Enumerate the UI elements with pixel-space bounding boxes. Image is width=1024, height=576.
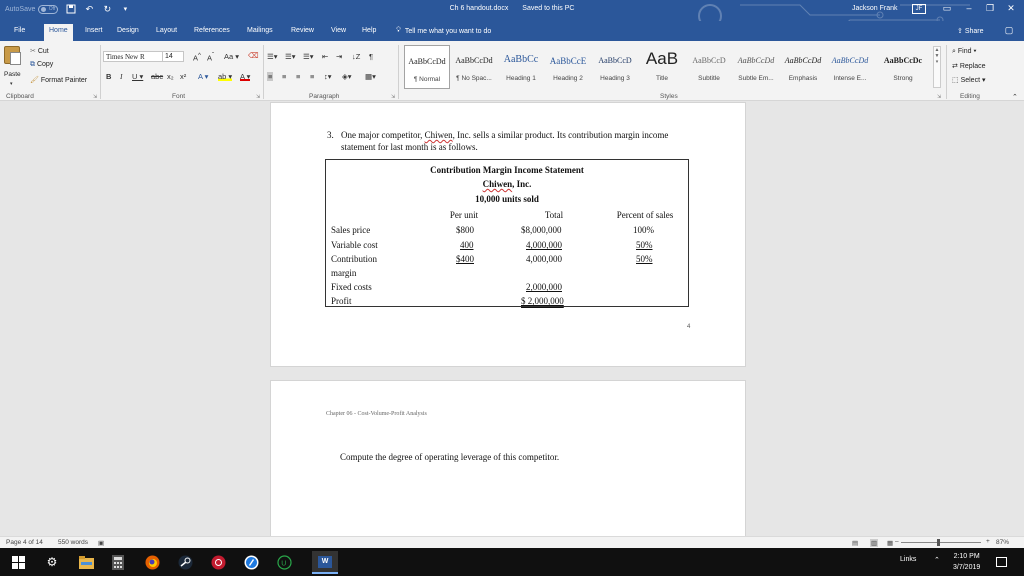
table-company: [326, 179, 688, 189]
style-heading-2[interactable]: [545, 45, 591, 89]
paste-icon[interactable]: [4, 46, 20, 64]
word-taskbar-button[interactable]: [312, 551, 338, 574]
links-toolbar[interactable]: Links: [900, 556, 917, 563]
tab-design[interactable]: Design: [117, 27, 139, 34]
row-label-cont: margin: [331, 268, 357, 278]
question-text-a: One major competitor,: [341, 130, 425, 140]
borders-icon[interactable]: ▦▾: [365, 72, 376, 81]
table-units: 10,000 units sold: [475, 194, 539, 204]
styles-gallery: [404, 45, 944, 89]
tab-insert[interactable]: Insert: [85, 27, 103, 34]
replace-label: Replace: [959, 63, 986, 70]
title-bar: [0, 0, 1024, 21]
row-total: $8,000,000: [521, 225, 562, 235]
style-name: Subtle Em...: [738, 75, 774, 82]
tell-me-text: Tell me what you want to do: [404, 27, 492, 35]
app-red-icon[interactable]: [210, 554, 226, 570]
style-preview: AaBbCcD: [598, 56, 632, 65]
shading-icon[interactable]: ◈▾: [342, 72, 352, 81]
tab-review[interactable]: Review: [291, 27, 314, 34]
row-percent: 50%: [636, 254, 653, 264]
lightbulb-icon: 💡︎: [396, 27, 401, 34]
style-emphasis[interactable]: [780, 45, 826, 89]
align-center-icon[interactable]: ≡: [282, 72, 287, 81]
font-size-box[interactable]: 14: [162, 51, 184, 62]
tab-home[interactable]: Home: [44, 24, 73, 41]
style-name: ¶ No Spac...: [456, 75, 492, 82]
style-preview: AaBbCcDd: [737, 56, 775, 65]
style-heading-1[interactable]: [498, 45, 544, 89]
print-layout-icon[interactable]: ▥: [871, 540, 878, 547]
style-name: Heading 1: [506, 75, 536, 82]
chapter-header: Chapter 06 - Cost-Volume-Profit Analysis: [326, 411, 427, 417]
tab-layout[interactable]: Layout: [156, 27, 178, 34]
tray-chevron-icon[interactable]: ⌃: [934, 557, 940, 564]
styles-launcher-icon[interactable]: ⇲: [937, 94, 942, 100]
col-header-total: Total: [544, 210, 564, 220]
document-name: Ch 6 handout.docx: [449, 5, 509, 12]
zoom-level[interactable]: 87%: [996, 539, 1010, 546]
align-right-icon[interactable]: ≡: [296, 72, 301, 81]
restore-icon[interactable]: ❐: [985, 3, 995, 13]
web-layout-icon[interactable]: ▦: [887, 540, 894, 547]
row-percent: 100%: [633, 225, 654, 235]
find-label: Find: [957, 48, 972, 55]
style-preview: AaBbCcDd: [784, 56, 822, 65]
style-strong[interactable]: [874, 45, 932, 89]
row-percent: 50%: [636, 240, 653, 250]
steam-icon[interactable]: [177, 554, 193, 570]
underline-icon[interactable]: U ▾: [132, 72, 144, 81]
tab-view[interactable]: View: [331, 27, 347, 34]
copy-label: Copy: [36, 61, 54, 68]
styles-scroll[interactable]: ▲ ▼ ▾: [933, 46, 941, 88]
style-no-spacing[interactable]: [451, 45, 497, 89]
share-icon: ⇪: [957, 28, 965, 35]
style-preview: AaB: [645, 49, 679, 68]
zoom-out-icon[interactable]: –: [895, 538, 899, 545]
undo-icon[interactable]: ↶: [85, 3, 94, 14]
group-divider: [398, 45, 399, 99]
row-total: $ 2,000,000: [521, 296, 564, 306]
tell-me-box[interactable]: [396, 27, 491, 35]
copy-button[interactable]: [30, 61, 53, 69]
row-label: Sales price: [331, 225, 371, 235]
firefox-icon[interactable]: [144, 554, 160, 570]
style-subtle-emphasis[interactable]: [733, 45, 779, 89]
highlight-icon[interactable]: ab ▾: [218, 72, 233, 81]
app-blue-icon[interactable]: [243, 554, 259, 570]
row-per-unit: $400: [456, 254, 474, 264]
replace-icon: ⇄: [952, 63, 960, 70]
save-status: Saved to this PC: [522, 5, 575, 12]
style-preview: AaBbCc: [503, 54, 539, 65]
style-name: Emphasis: [788, 75, 818, 82]
svg-text:U: U: [280, 560, 286, 567]
row-label: Profit: [331, 296, 352, 306]
style-name: Title: [655, 75, 669, 82]
font-group-label: Font: [172, 93, 186, 100]
tab-help[interactable]: Help: [362, 27, 377, 34]
zoom-slider[interactable]: [901, 542, 981, 543]
autosave-label: AutoSave: [5, 5, 36, 13]
page-number: 4: [687, 324, 691, 330]
clear-formatting-icon[interactable]: ⌫: [248, 51, 259, 60]
question-text-b: , Inc. sells a similar product. Its contribution margin income statement for last month is as follows.: [341, 130, 669, 152]
contribution-margin-table[interactable]: [325, 159, 689, 307]
show-marks-icon[interactable]: ¶: [369, 52, 374, 61]
shrink-font-icon[interactable]: $A^ˇ$: [207, 52, 215, 63]
row-per-unit: 400: [460, 240, 474, 250]
format-painter-label: Format Painter: [40, 77, 88, 84]
word-count[interactable]: 550 words: [58, 539, 88, 546]
user-avatar[interactable]: JF: [912, 4, 926, 14]
cut-label: Cut: [37, 48, 49, 55]
col-header-per-unit: Per unit: [449, 210, 479, 220]
paste-dropdown-icon[interactable]: ▾: [10, 81, 13, 87]
company-name: Chiwen: [482, 179, 513, 189]
change-case-icon[interactable]: Aa ▾: [224, 52, 240, 61]
settings-gear-icon[interactable]: ⚙: [46, 555, 58, 569]
style-title[interactable]: [639, 45, 685, 89]
font-color-icon[interactable]: A ▾: [240, 72, 251, 81]
row-per-unit: $800: [456, 225, 474, 235]
replace-button[interactable]: [952, 62, 986, 70]
text-effects-icon[interactable]: A ▾: [198, 72, 209, 81]
strikethrough-icon[interactable]: abc: [151, 72, 164, 81]
document-canvas[interactable]: [0, 102, 1024, 536]
italic-icon[interactable]: I: [120, 72, 123, 81]
subscript-icon[interactable]: x₂: [167, 72, 174, 81]
sort-icon[interactable]: ↓Z: [352, 52, 361, 61]
style-preview: AaBbCcDc: [883, 56, 923, 65]
style-preview: AaBbCcDd: [455, 56, 493, 65]
compute-paragraph[interactable]: Compute the degree of operating leverage of this competitor.: [340, 452, 560, 462]
bold-icon[interactable]: B: [106, 72, 112, 81]
row-total: 2,000,000: [526, 282, 562, 292]
style-preview: AaBbCcE: [549, 56, 587, 66]
clock-date: 3/7/2019: [953, 564, 981, 571]
style-name: Heading 3: [600, 75, 630, 82]
redo-icon[interactable]: ↻: [103, 3, 112, 14]
calculator-icon[interactable]: [110, 554, 126, 570]
select-icon: ⬚: [952, 77, 961, 84]
paragraph-group-label: Paragraph: [309, 93, 340, 100]
increase-indent-icon[interactable]: ⇥: [336, 52, 343, 61]
row-label: Contribution: [331, 254, 378, 264]
font-name-box[interactable]: Times New R: [103, 51, 163, 62]
decrease-indent-icon[interactable]: ⇤: [322, 52, 329, 61]
file-explorer-icon[interactable]: [78, 554, 94, 570]
close-icon[interactable]: ✕: [1007, 3, 1015, 13]
copy-icon: ⧉: [30, 61, 37, 68]
style-preview: AaBbCcDd: [408, 57, 446, 66]
row-label: Variable cost: [331, 240, 378, 250]
paragraph-launcher-icon[interactable]: ⇲: [391, 94, 396, 100]
document-page[interactable]: [270, 102, 746, 367]
windows-start-icon[interactable]: [10, 554, 26, 570]
ribbon-home: [0, 41, 1024, 101]
grow-font-icon[interactable]: A^: [193, 52, 201, 63]
proofing-icon[interactable]: ▣: [98, 540, 105, 547]
tab-references[interactable]: References: [194, 27, 230, 34]
style-subtitle[interactable]: [686, 45, 732, 89]
numbering-icon[interactable]: ☰▾: [285, 52, 296, 61]
tab-file[interactable]: File: [14, 27, 26, 34]
autosave-state: Off: [48, 5, 56, 12]
brush-icon: 🖌︎: [30, 77, 41, 84]
share-label: Share: [964, 28, 984, 35]
font-launcher-icon[interactable]: ⇲: [256, 94, 261, 100]
group-divider: [100, 45, 101, 99]
style-name: Heading 2: [553, 75, 583, 82]
format-painter-button[interactable]: [30, 76, 87, 84]
table-title: Contribution Margin Income Statement: [430, 165, 584, 175]
system-clock[interactable]: [953, 551, 980, 573]
word-app-icon: W: [318, 556, 332, 568]
share-button[interactable]: [957, 27, 984, 35]
cut-button[interactable]: [30, 47, 49, 55]
question-competitor: Chiwen: [424, 130, 453, 140]
action-center-icon[interactable]: [996, 557, 1007, 567]
row-total: 4,000,000: [526, 240, 562, 250]
document-page[interactable]: [270, 380, 746, 536]
clock-time: 2:10 PM: [953, 553, 980, 560]
style-preview: AaBbCcDd: [831, 56, 869, 65]
select-label: Select: [960, 77, 981, 84]
style-normal[interactable]: [404, 45, 450, 89]
style-name: Intense E...: [833, 75, 867, 82]
justify-icon[interactable]: ≡: [310, 72, 315, 81]
app-green-icon[interactable]: [276, 554, 292, 570]
row-total: 4,000,000: [526, 254, 562, 264]
scissors-icon: ✂: [30, 48, 38, 55]
style-name: Subtitle: [698, 75, 720, 82]
taskbar: [0, 548, 1024, 576]
clipboard-launcher-icon[interactable]: ⇲: [93, 94, 98, 100]
status-bar: [0, 536, 1024, 548]
superscript-icon[interactable]: x²: [180, 72, 187, 81]
styles-group-label: Styles: [660, 93, 678, 100]
bullets-icon[interactable]: ☰▾: [267, 52, 278, 61]
multilevel-list-icon[interactable]: ☰▾: [303, 52, 314, 61]
clipboard-group-label: Clipboard: [6, 93, 34, 100]
customize-qat-icon[interactable]: ▾: [123, 6, 128, 13]
tab-mailings[interactable]: Mailings: [247, 27, 273, 34]
row-label: Fixed costs: [331, 282, 372, 292]
style-heading-3[interactable]: [592, 45, 638, 89]
align-left-icon[interactable]: ≡: [268, 72, 273, 81]
group-divider: [946, 45, 947, 99]
zoom-slider-thumb[interactable]: [937, 539, 940, 546]
group-divider: [263, 45, 264, 99]
select-button[interactable]: ⬚ Select ▾: [952, 77, 986, 84]
style-name: Strong: [893, 75, 913, 82]
style-intense-emphasis[interactable]: [827, 45, 873, 89]
question-number: 3.: [327, 130, 334, 140]
style-preview: AaBbCcD: [692, 56, 726, 65]
paste-button[interactable]: Paste: [4, 71, 21, 78]
line-spacing-icon[interactable]: ↕▾: [324, 72, 332, 81]
search-icon: ⌕: [952, 48, 958, 55]
col-header-percent: Percent of sales: [616, 210, 674, 220]
comments-icon[interactable]: ▢: [1004, 25, 1014, 35]
editing-group-label: Editing: [960, 93, 980, 100]
read-mode-icon[interactable]: ▤: [852, 540, 859, 547]
ribbon-display-icon[interactable]: ▭: [942, 3, 952, 13]
collapse-ribbon-icon[interactable]: ⌃: [1012, 94, 1018, 101]
style-name: ¶ Normal: [413, 76, 441, 83]
ribbon-tabs: [0, 21, 1024, 41]
question-text: [341, 129, 686, 153]
user-name[interactable]: Jackson Frank: [852, 5, 898, 12]
company-suffix: , Inc.: [512, 179, 532, 189]
page-count[interactable]: Page 4 of 14: [6, 539, 43, 546]
find-button[interactable]: ⌕ Find ▾: [952, 48, 977, 55]
zoom-in-icon[interactable]: +: [986, 538, 990, 545]
minimize-icon[interactable]: –: [966, 3, 972, 13]
